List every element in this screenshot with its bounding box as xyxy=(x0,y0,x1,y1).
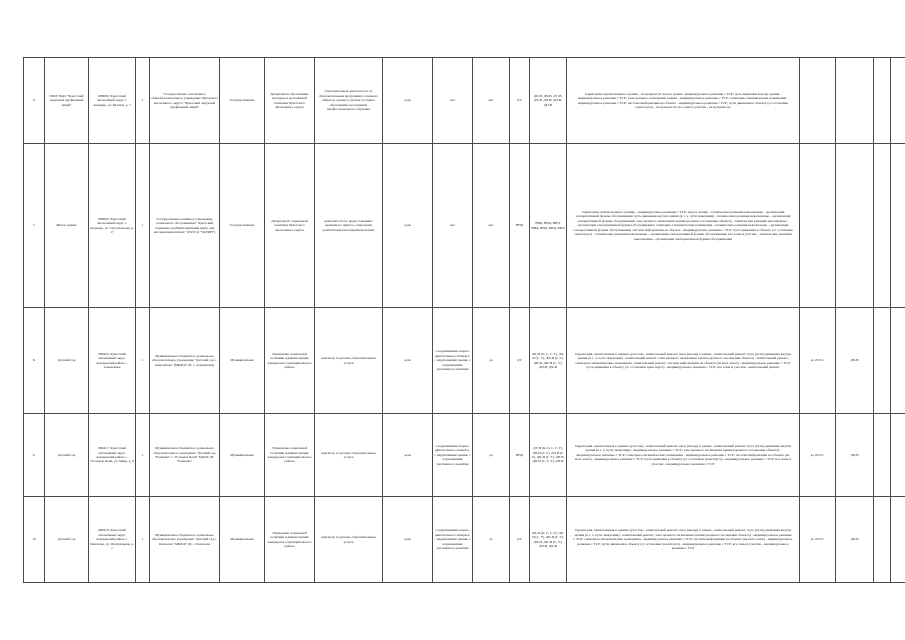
cell-activity: деятельность по предоставлению временного приюта, социальная реабилитация несовершеннолетних xyxy=(315,144,383,308)
cell-col15 xyxy=(836,58,874,144)
cell-empty xyxy=(874,308,891,414)
cell-col11: ВНД xyxy=(510,414,530,497)
cell-type: Детский сад xyxy=(45,414,89,497)
cell-address: 689425, Чукотский автономный округ, Анадырский район, с. Алькатваам xyxy=(89,308,136,414)
cell-organization: Государственное автономное общеобразовательное учреждение Чукотского автономного округа "Чукотский окружной профильный лицей" xyxy=(150,58,220,144)
cell-organization: Государственное казённое учреждение социального обслуживания "Чукотский социально-реабилитационный центр для несовершеннолетних" (ГКУСО "ЧСРЦН") xyxy=(150,144,220,308)
cell-col9: с нарушениями опорно-двигательного аппарата, с нарушениями зрения, с нарушениями умственного развития xyxy=(433,497,473,583)
table-row xyxy=(24,308,905,414)
cell-type: Детский сад xyxy=(45,308,89,414)
table-row xyxy=(24,58,905,144)
cell-empty xyxy=(891,144,905,308)
cell-age: дети xyxy=(383,58,433,144)
cell-type: Жилое здание xyxy=(45,144,89,308)
cell-notes: Территория, прилегающая к зданию (участок) - капитальный ремонт; вход (входы) в здание - капитальный ремонт; путь (пути) движения внутри здания (в т. ч. пути эвакуации) - капитальный ремонт; зона целевого назначения здания (целевого посещения объекта) - капитальный ремонт; санитарно-гигиенические помещения - капитальный ремонт; система информации на объекте (на всех зонах) - индивидуальное решение с ТСР; пути движения к объекту (от остановки транспорта) - индивидуальное решение с ТСР; все зоны и участки - капитальный ремонт xyxy=(567,308,800,414)
cell-organization: Муниципальное бюджетное дошкольное образовательное учреждение "Детский сад с. Канчалан" МБДОУ ДС с. Канчалан xyxy=(150,497,220,583)
cell-empty xyxy=(874,497,891,583)
cell-organization: Муниципальное бюджетное дошкольное образовательное учреждение "Детский сад с. Алькатваам" (МБДОУ ДС с. Алькатваам) xyxy=(150,308,220,414)
cell-col10: да xyxy=(473,414,510,497)
cell-col9: нет xyxy=(433,58,473,144)
cell-notes: территория, прилегающая к зданию - индивидуальное решение с ТСР; вход в здание - технические решения невозможны - организация альтернативной формы обслуживания; путь движения внутри здания (в т. ч. пути эвакуации) - технические решения невозможны - организация альтернативной формы обслуживания; зона целевого назначения здания (целевого посещения объекта) - технические решения невозможны - организация альтернативной формы обслуживания; санитарно-гигиенические помещения - технические решения невозможны - организация альтернативной формы обслуживания; система информации на объекте - индивидуальное решение с ТСР; пути движения к объекту (от остановки транспорта) - технические решения невозможны - организация альтернативной формы обслуживания; все зоны и участки - технические решения невозможны - организация альтернативной формы обслуживания xyxy=(567,144,800,308)
cell-col15 xyxy=(836,144,874,308)
cell-authority: Управление социальной политики Администрации Анадырского муниципального района xyxy=(265,497,315,583)
cell-type: ГБОУ ЧАО "Чукотский окружной профильный лицей" xyxy=(45,58,89,144)
cell-empty xyxy=(874,414,891,497)
cell-col9: нет xyxy=(433,144,473,308)
cell-col14 xyxy=(800,58,836,144)
cell-col10: нет xyxy=(473,144,510,308)
cell-authority: Управление социальной политики Администрации Анадырского муниципального района xyxy=(265,414,315,497)
cell-col11: ВНД xyxy=(510,144,530,308)
cell-activity: присмотр за детьми, образовательные услуги xyxy=(315,308,383,414)
cell-ownership: Государственная xyxy=(220,58,265,144)
cell-empty xyxy=(891,58,905,144)
table-row xyxy=(24,144,905,308)
cell-num: 9. xyxy=(24,414,45,497)
cell-floors: 1 xyxy=(136,144,150,308)
cell-col10: нет xyxy=(473,58,510,144)
cell-access: ВНД, ВНД, ВНД, ВНД, ВНД, ВНД, ВНД xyxy=(530,144,567,308)
cell-organization: Муниципальное бюджетное дошкольное образовательное учреждение "Детский сад "Ромашка" с. Угольные Копи" МДОУ ДС "Ромашка" xyxy=(150,414,220,497)
cell-col10: да xyxy=(473,497,510,583)
cell-age: дети xyxy=(383,144,433,308)
cell-col14: до 2015 г. xyxy=(800,497,836,583)
cell-floors: 1 xyxy=(136,58,150,144)
cell-access: ДЧ-И (О, С, Г, У), ДЧ-И (С, У), ДЧ-И (Г, У), ДП-И, ДП-И (С, У), ДП-В, ДЧ-В xyxy=(530,308,567,414)
cell-ownership: Муниципальная xyxy=(220,414,265,497)
cell-num: 8 xyxy=(24,58,45,144)
cell-notes: Территория, прилегающая к зданию (участок) - капитальный ремонт; вход (входы) в здание - капитальный ремонт; путь (пути) движения внутри здания (в т. ч. пути эвакуации) - капитальный ремонт; зона целевого назначения здания (целевого посещения объекта) - индивидуальное решение с ТСР; санитарно-гигиенические помещения - индивидуальное решение с ТСР; система информации на объекте (на всех зонах) - индивидуальное решение с ТСР; пути движения к объекту (от остановки транспорта) - индивидуальное решение с ТСР; все зоны и участки - индивидуальное решение с ТСР xyxy=(567,497,800,583)
cell-col11: ДУ xyxy=(510,497,530,583)
cell-num: 8. xyxy=(24,308,45,414)
cell-authority: Управление социальной политики Администрации Анадырского муниципального района xyxy=(265,308,315,414)
cell-empty xyxy=(891,497,905,583)
cell-address: 689000, Чукотский автономный округ, г. Анадырь, ул. Базовая, д. 7 xyxy=(89,58,136,144)
register-table xyxy=(23,57,905,583)
cell-address: 689000, Чукотский автономный округ, г. Анадырь, ул. Строительная, д. 17 xyxy=(89,144,136,308)
cell-activity: присмотр за детьми, образовательные услуги xyxy=(315,414,383,497)
cell-empty xyxy=(874,58,891,144)
cell-access: ДУ-В (К, О, С, Г, У), ДП-И (Г, У), ДЧ-И (Г, У), ДП-И (Г, У), ДП-В, ДП-И (С, Г, У), ДП-В xyxy=(530,414,567,497)
cell-notes: Территория, прилегающая к зданию (участок) - капитальный ремонт; вход (входы) в здание - капитальный ремонт; путь (пути) движения внутри здания (в т. ч. пути эвакуации) - индивидуальное решение с ТСР; зона целевого назначения здания (целевого посещения объекта) - индивидуальное решение с ТСР; санитарно-гигиенические помещения - индивидуальное решение с ТСР; система информации на объекте (на всех зонах) - индивидуальное решение с ТСР; пути движения к объекту (от остановки транспорта) - индивидуальное решение с ТСР; все зоны и участки - индивидуальное решение с ТСР xyxy=(567,414,800,497)
cell-col14: до 2015 г. xyxy=(800,308,836,414)
cell-empty xyxy=(891,308,905,414)
cell-num: 7. xyxy=(24,144,45,308)
cell-type: Детский сад xyxy=(45,497,89,583)
cell-col9: с нарушениями опорно-двигательного аппарата, с нарушениями зрения, с нарушениями умственного развития xyxy=(433,308,473,414)
cell-floors: 1 xyxy=(136,414,150,497)
cell-col14: до 2015 г. xyxy=(800,414,836,497)
cell-floors: 1 xyxy=(136,308,150,414)
cell-empty xyxy=(891,414,905,497)
cell-ownership: Муниципальная xyxy=(220,308,265,414)
table-row xyxy=(24,414,905,497)
cell-notes: территория, прилегающая к зданию - не нуждается; вход в здание -индивидуальное решение с ТСР; путь движения внутри здания - индивидуальное решение с ТСР; зона целевого назначения здания - индивидуальное решение с ТСР; санитарно-гигиенические помещения - индивидуальное решение с ТСР; система информации на объекте - индивидуальное решение с ТСР; пути движения к объекту (от остановки транспорта) - не нуждается; все зоны и участки - не нуждаются. xyxy=(567,58,800,144)
cell-num: 10 xyxy=(24,497,45,583)
cell-authority: Департамент социальной политики Чукотского автономного округа xyxy=(265,144,315,308)
cell-access: ДП-В, ДЧ-В, ДУ-В, ДЧ-В, ДЧ-В, ДП-В, ДП-В xyxy=(530,58,567,144)
cell-col15: ДП-В xyxy=(836,414,874,497)
cell-col15: ДП-В xyxy=(836,308,874,414)
cell-address: 689417, Чукотский автономный округ, Анадырский район, с. Угольные Копи, ул. Мира, д. 8 xyxy=(89,414,136,497)
cell-age: дети xyxy=(383,497,433,583)
cell-floors: 1 xyxy=(136,497,150,583)
cell-access: ДЧ-И (О, С, Г, У), ДЧ-И (С, У), ДП-И (Г, У), ДП-И, ДП-И (С, У), ДП-В, ДЧ-В xyxy=(530,497,567,583)
cell-ownership: Муниципальная xyxy=(220,497,265,583)
cell-col11: ДУ xyxy=(510,58,530,144)
cell-address: 689418, Чукотский автономный округ, Анадырский район, с. Канчалан, ул. Центральная, д. 1 xyxy=(89,497,136,583)
cell-age: дети xyxy=(383,308,433,414)
cell-ownership: Государственная xyxy=(220,144,265,308)
cell-col10: да xyxy=(473,308,510,414)
cell-authority: Департамент образования, культуры и молодёжной политики Чукотского автономного округа xyxy=(265,58,315,144)
cell-col14 xyxy=(800,144,836,308)
cell-age: дети xyxy=(383,414,433,497)
cell-empty xyxy=(874,144,891,308)
cell-activity: присмотр за детьми, образовательные услуги xyxy=(315,497,383,583)
table-row xyxy=(24,497,905,583)
cell-col9: с нарушениями опорно-двигательного аппарата, с нарушениями зрения, с нарушениями умственного развития xyxy=(433,414,473,497)
cell-col11: ДУ xyxy=(510,308,530,414)
cell-col15: ДП-В xyxy=(836,497,874,583)
cell-activity: образовательная деятельность по образовательным программам основного общего и среднего (полного) общего образования, программам профессионального обучения xyxy=(315,58,383,144)
